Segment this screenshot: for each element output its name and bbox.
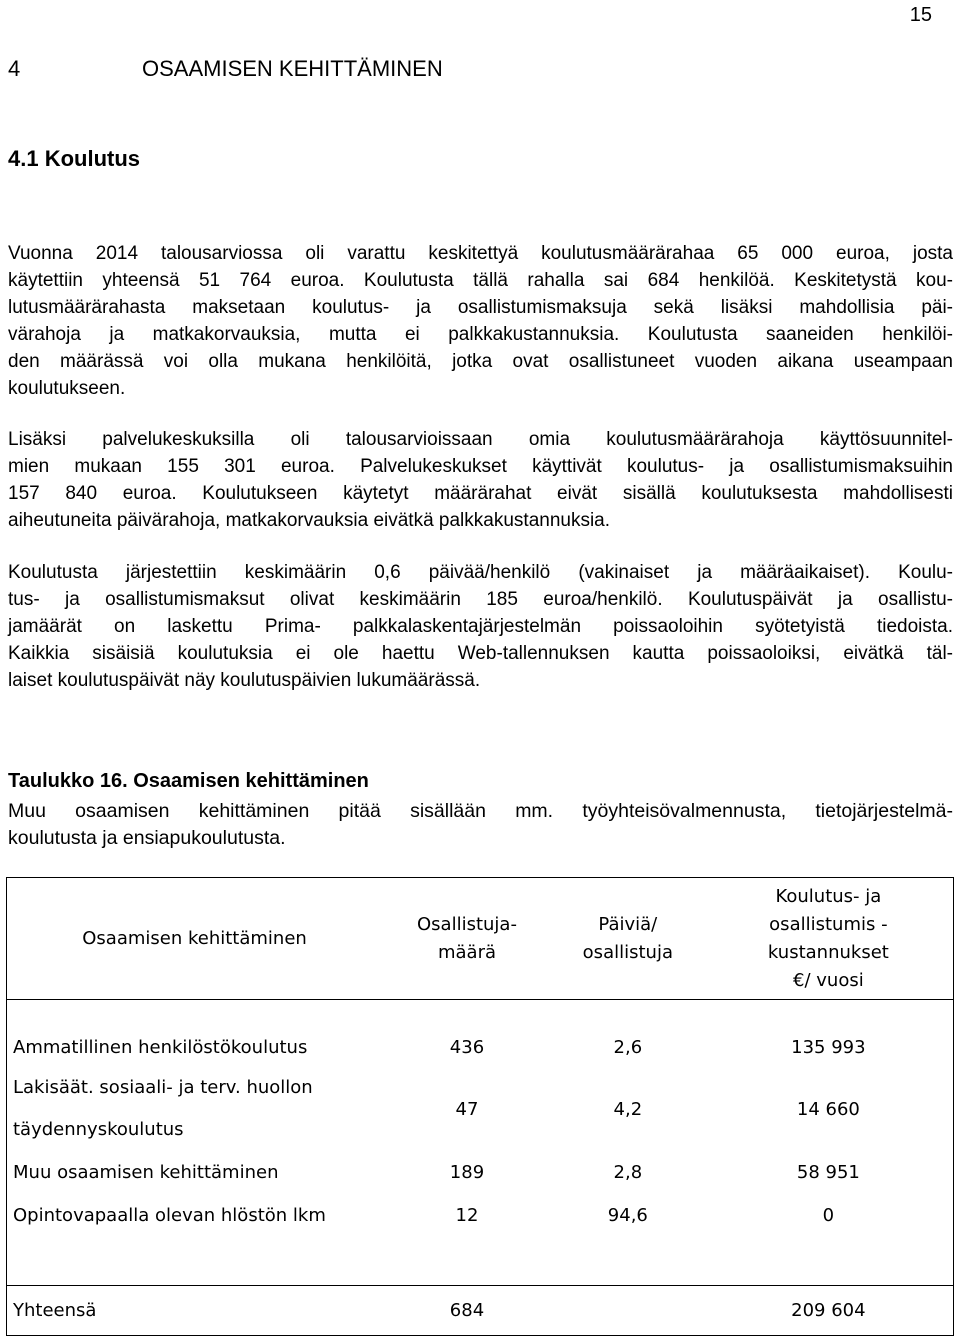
table-description-line: Muu osaamisen kehittäminen pitää sisällään mm. työyhteisövalmennusta, tietojärjestelmä-: [8, 800, 953, 822]
training-table: [6, 877, 954, 1336]
header-cell: [382, 878, 552, 1000]
table-row: [7, 1194, 954, 1238]
paragraph-line: käytettiin yhteensä 51 764 euroa. Koulutusta tällä rahalla sai 684 henkilöä. Keskitetystä kou-: [8, 270, 953, 291]
paragraph-line: den määrässä voi olla mukana henkilöitä, jotka ovat osallistuneet vuoden aikana useampaan: [8, 351, 953, 372]
table-description-line: koulutusta ja ensiapukoulutusta.: [8, 827, 286, 849]
paragraph-line: tus- ja osallistumismaksut olivat keskimäärin 185 euroa/henkilö. Koulutuspäivät ja osallistu-: [8, 589, 953, 610]
header-line: kustannukset: [767, 941, 889, 963]
section-heading: 4.1 Koulutus: [8, 146, 141, 171]
paragraph-line: 157 840 euroa. Koulutukseen käytetyt määrärahat eivät sisällä koulutuksesta mahdollisesti: [8, 483, 953, 504]
page-number: 15: [909, 4, 932, 26]
table-spacer-row: [7, 1238, 954, 1286]
table-description: [8, 798, 953, 852]
header-cell: [552, 878, 704, 1000]
paragraph-line: Koulutusta järjestettiin keskimäärin 0,6 päivää/henkilö (vakinaiset ja määräaikaiset). Koulu-: [8, 562, 953, 583]
paragraph-line: värahoja ja matkakorvauksia, mutta ei palkkakustannuksia. Koulutusta saaneiden henkilöi-: [8, 324, 953, 345]
paragraph-line: koulutukseen.: [8, 378, 126, 399]
paragraph-line: Vuonna 2014 talousarviossa oli varattu keskitettyä koulutusmäärärahaa 65 000 euroa, josta: [8, 243, 953, 264]
header-line: osallistuja: [582, 941, 673, 963]
paragraph-2: [8, 426, 953, 534]
table-row: [7, 1000, 954, 1067]
participants-cell: 436: [449, 1036, 485, 1058]
table-total-row: [7, 1286, 954, 1336]
days-cell: 4,2: [613, 1098, 643, 1120]
header-cell: Osaamisen kehittäminen: [7, 878, 383, 1000]
cost-cell: 58 951: [704, 1152, 954, 1194]
row-label: [7, 1067, 383, 1152]
header-cell: [704, 878, 954, 1000]
days-cell: 2,6: [613, 1036, 643, 1058]
header-line: osallistumis -: [769, 913, 888, 935]
days-cell: 94,6: [607, 1205, 648, 1226]
cost-cell: 14 660: [704, 1067, 954, 1152]
days-cell: 2,8: [613, 1162, 643, 1183]
total-cost-cell: 209 604: [704, 1286, 954, 1336]
participants-cell: 189: [449, 1162, 485, 1183]
row-label-line: Lakisäät. sosiaali- ja terv. huollon: [13, 1077, 313, 1098]
table-header-row: [7, 878, 954, 1000]
paragraph-line: mien mukaan 155 301 euroa. Palvelukeskukset käyttivät koulutus- ja osallistumismaksuihin: [8, 456, 953, 477]
row-label: Muu osaamisen kehittäminen: [7, 1152, 383, 1194]
row-label: Opintovapaalla olevan hlöstön lkm: [7, 1194, 383, 1238]
paragraph-line: lutusmäärärahasta maksetaan koulutus- ja osallistumismaksuja sekä lisäksi mahdollisia päi-: [8, 297, 953, 318]
header-line: Osallistuja-: [417, 913, 517, 935]
paragraph-1: [8, 240, 953, 402]
header-line: Päiviä/: [598, 913, 658, 935]
chapter-title: OSAAMISEN KEHITTÄMINEN: [142, 56, 443, 81]
table-caption: Taulukko 16. Osaamisen kehittäminen: [8, 770, 369, 792]
paragraph-line: jamäärät on laskettu Prima- palkkalaskentajärjestelmän poissaoloihin syötetyistä tiedoista.: [8, 616, 953, 637]
participants-cell: 47: [455, 1098, 479, 1120]
total-label: Yhteensä: [7, 1286, 383, 1336]
paragraph-line: laiset koulutuspäivät näy koulutuspäivien lukumäärässä.: [8, 670, 481, 691]
header-line: €/ vuosi: [793, 969, 864, 991]
table-row: [7, 1152, 954, 1194]
cost-cell: 0: [704, 1194, 954, 1238]
table-row: [7, 1067, 954, 1152]
header-line: määrä: [437, 941, 496, 963]
participants-cell: 12: [455, 1205, 479, 1226]
paragraph-line: Lisäksi palvelukeskuksilla oli talousarvioissaan omia koulutusmäärärahoja käyttösuunnitel-: [8, 429, 953, 450]
chapter-heading: [8, 56, 443, 82]
row-label: Ammatillinen henkilöstökoulutus: [7, 1000, 383, 1067]
chapter-number: 4: [8, 56, 21, 81]
row-label-line: täydennyskoulutus: [13, 1119, 184, 1140]
paragraph-line: Kaikkia sisäisiä koulutuksia ei ole haettu Web-tallennuksen kautta poissaoloiksi, eivätkä täl-: [8, 643, 953, 664]
paragraph-3: [8, 559, 953, 694]
cost-cell: 135 993: [704, 1000, 954, 1067]
total-participants-cell: 684: [382, 1286, 552, 1336]
paragraph-line: aiheutuneita päivärahoja, matkakorvauksia eivätkä palkkakustannuksia.: [8, 510, 611, 531]
header-line: Koulutus- ja: [775, 885, 882, 907]
